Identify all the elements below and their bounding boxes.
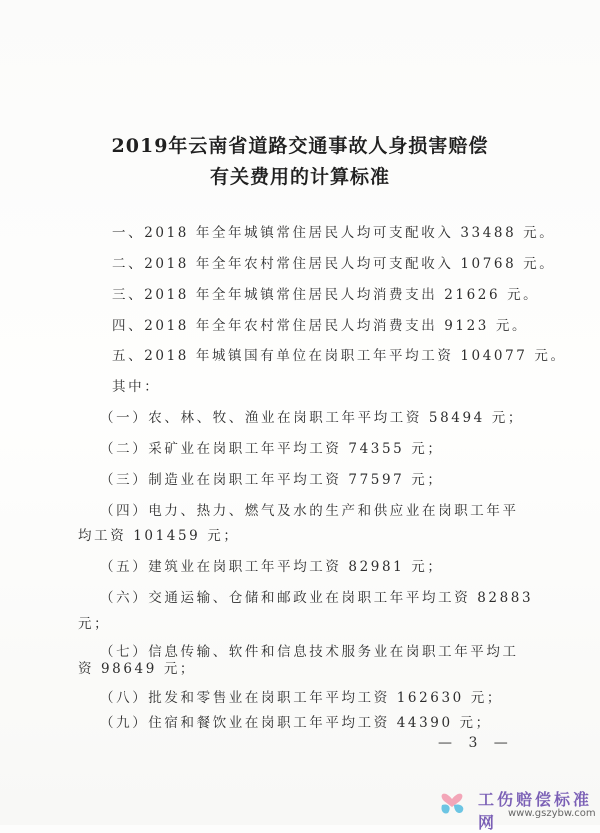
watermark-logo bbox=[430, 785, 600, 832]
sub-item-4-cont: 均工资 101459 元； bbox=[78, 528, 240, 544]
sub-item-4: （四）电力、热力、燃气及水的生产和供应业在岗职工年平 bbox=[100, 503, 519, 519]
item-5: 五、2018 年城镇国有单位在岗职工年平均工资 104077 元。 bbox=[112, 348, 567, 364]
butterfly-heart-icon bbox=[438, 785, 466, 815]
sub-item-7-cont: 资 98649 元； bbox=[78, 661, 197, 677]
sub-item-2: （二）采矿业在岗职工年平均工资 74355 元； bbox=[100, 441, 444, 457]
page-number: — 3 — bbox=[438, 735, 514, 751]
watermark-name: 工伤赔偿标准网 bbox=[478, 790, 593, 832]
sub-item-1: （一）农、林、牧、渔业在岗职工年平均工资 58494 元； bbox=[100, 410, 524, 426]
sub-item-3: （三）制造业在岗职工年平均工资 77597 元； bbox=[100, 472, 444, 488]
item-3: 三、2018 年全年城镇常住居民人均消费支出 21626 元。 bbox=[112, 287, 540, 303]
document-title-line1: 2019年云南省道路交通事故人身损害赔偿 bbox=[111, 135, 489, 157]
subheading-among: 其中： bbox=[112, 379, 161, 395]
sub-item-6-cont: 元； bbox=[78, 616, 111, 632]
sub-item-7: （七）信息传输、软件和信息技术服务业在岗职工年平均工 bbox=[100, 644, 519, 660]
sub-item-8: （八）批发和零售业在岗职工年平均工资 162630 元； bbox=[100, 690, 503, 706]
item-2: 二、2018 年全年农村常住居民人均可支配收入 10768 元。 bbox=[112, 256, 556, 272]
item-4: 四、2018 年全年农村常住居民人均消费支出 9123 元。 bbox=[112, 318, 529, 334]
sub-item-9: （九）住宿和餐饮业在岗职工年平均工资 44390 元； bbox=[100, 715, 492, 731]
sub-item-5: （五）建筑业在岗职工年平均工资 82981 元； bbox=[100, 559, 444, 575]
sub-item-6: （六）交通运输、仓储和邮政业在岗职工年平均工资 82883 bbox=[100, 590, 534, 606]
document-title-line2: 有关费用的计算标准 bbox=[209, 166, 390, 188]
watermark-url: www.gszybw.com bbox=[508, 808, 596, 819]
item-1: 一、2018 年全年城镇常住居民人均可支配收入 33488 元。 bbox=[112, 225, 556, 241]
